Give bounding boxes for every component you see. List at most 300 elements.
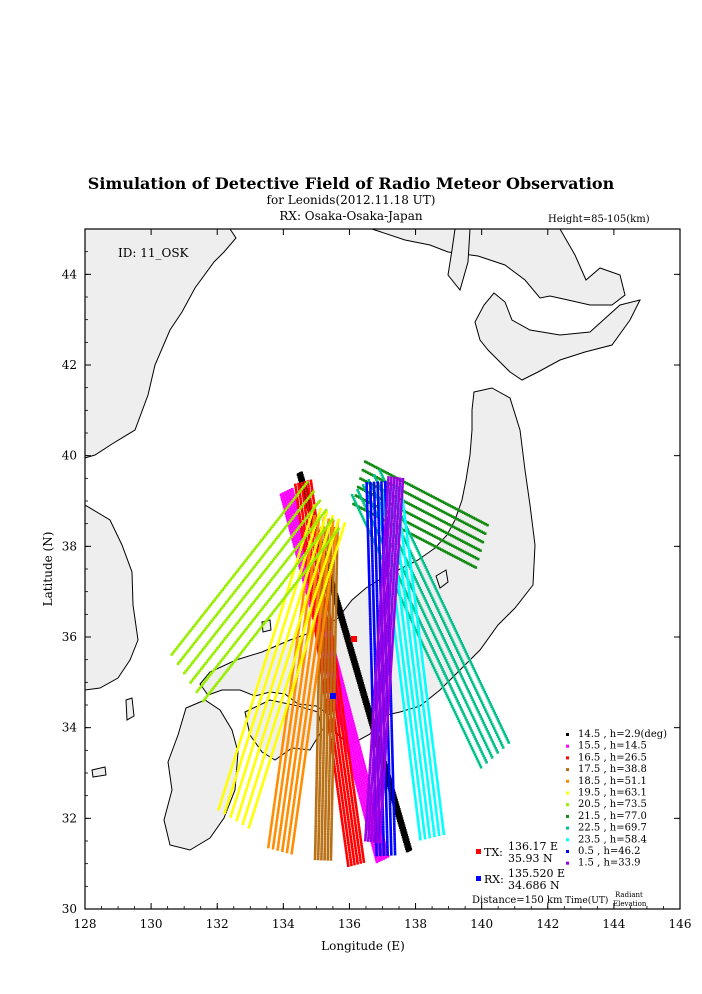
band-point (344, 840, 347, 843)
band-point (314, 825, 317, 828)
band-point (345, 783, 348, 786)
band-point (312, 696, 315, 699)
band-point (294, 680, 297, 683)
band-point (364, 786, 367, 789)
band-point (352, 804, 355, 807)
band-point (275, 822, 278, 825)
band-point (291, 811, 294, 814)
band-point (288, 800, 291, 803)
band-point (301, 474, 304, 477)
band-point (317, 850, 320, 853)
band-point (280, 788, 283, 791)
band-point (250, 704, 253, 707)
band-point (299, 718, 302, 721)
band-point (289, 510, 292, 513)
band-point (301, 706, 304, 709)
band-point (280, 700, 283, 703)
band-point (317, 662, 320, 665)
band-point (277, 777, 280, 780)
band-point (285, 686, 288, 689)
band-point (265, 679, 268, 682)
band-point (330, 815, 333, 818)
band-point (255, 712, 258, 715)
band-point (256, 685, 259, 688)
band-point (339, 687, 342, 690)
band-point (267, 719, 270, 722)
band-point (375, 858, 378, 861)
band-point (321, 658, 324, 661)
band-point (338, 733, 341, 736)
band-point (299, 759, 302, 762)
band-point (308, 543, 311, 546)
band-point (288, 516, 291, 519)
band-point (311, 568, 314, 571)
band-point (305, 599, 308, 602)
band-point (314, 840, 317, 843)
band-point (318, 800, 321, 803)
band-point (359, 757, 362, 760)
band-point (332, 752, 335, 755)
band-point (346, 765, 349, 768)
band-point (322, 625, 325, 628)
band-point (305, 679, 308, 682)
band-point (357, 752, 360, 755)
band-point (356, 857, 359, 860)
band-point (289, 790, 292, 793)
band-point (309, 516, 312, 519)
band-point (401, 820, 404, 823)
band-point (299, 548, 302, 551)
band-point (319, 749, 322, 752)
band-point (320, 574, 323, 577)
band-point (318, 603, 321, 606)
band-point (299, 754, 302, 757)
band-point (269, 831, 272, 834)
band-point (290, 576, 293, 579)
band-point (327, 651, 330, 654)
band-point (304, 753, 307, 756)
band-point (280, 677, 283, 680)
band-point (317, 559, 320, 562)
band-point (351, 779, 354, 782)
band-point (293, 727, 296, 730)
band-point (347, 839, 350, 842)
band-point (323, 716, 326, 719)
band-point (286, 781, 289, 784)
band-point (356, 663, 359, 666)
band-point (298, 644, 301, 647)
band-point (340, 815, 343, 818)
band-point (289, 508, 292, 511)
band-point (267, 650, 270, 653)
band-point (344, 775, 347, 778)
band-point (327, 573, 330, 576)
band-point (290, 714, 293, 717)
band-point (344, 724, 347, 727)
band-point (305, 746, 308, 749)
band-point (337, 747, 340, 750)
band-point (355, 772, 358, 775)
band-point (287, 807, 290, 810)
band-point (293, 527, 296, 530)
band-point (284, 796, 287, 799)
band-point (339, 782, 342, 785)
band-point (404, 829, 407, 832)
band-point (291, 678, 294, 681)
band-point (360, 764, 363, 767)
band-point (326, 721, 329, 724)
band-point (407, 841, 410, 844)
band-point (308, 554, 311, 557)
band-point (358, 849, 361, 852)
band-point (331, 621, 334, 624)
band-point (288, 652, 291, 655)
band-point (288, 630, 291, 633)
band-point (264, 684, 267, 687)
band-point (328, 795, 331, 798)
band-point (301, 778, 304, 781)
band-point (335, 732, 338, 735)
band-point (277, 846, 280, 849)
band-point (361, 756, 364, 759)
band-point (284, 710, 287, 713)
band-point (312, 665, 315, 668)
band-point (327, 838, 330, 841)
band-point (330, 532, 333, 535)
band-point (405, 834, 408, 837)
band-point (357, 781, 360, 784)
band-point (277, 711, 280, 714)
band-point (267, 675, 270, 678)
band-point (314, 646, 317, 649)
band-point (300, 711, 303, 714)
band-point (268, 836, 271, 839)
band-point (312, 622, 315, 625)
band-point (300, 783, 303, 786)
band-point (313, 584, 316, 587)
band-point (342, 758, 345, 761)
band-point (378, 859, 381, 862)
band-point (277, 843, 280, 846)
band-point (342, 756, 345, 759)
band-point (305, 494, 308, 497)
band-point (285, 512, 288, 515)
band-point (352, 855, 355, 858)
band-point (273, 840, 276, 843)
band-point (282, 806, 285, 809)
band-point (332, 598, 335, 601)
band-point (267, 673, 270, 676)
band-point (364, 797, 367, 800)
band-point (364, 805, 367, 808)
band-point (302, 599, 305, 602)
band-point (331, 530, 334, 533)
band-point (262, 713, 265, 716)
band-point (316, 729, 319, 732)
band-point (322, 592, 325, 595)
band-point (325, 759, 328, 762)
band-point (327, 593, 330, 596)
band-point (296, 705, 299, 708)
band-point (274, 652, 277, 655)
band-point (337, 677, 340, 680)
band-point (365, 770, 368, 773)
band-point (317, 595, 320, 598)
band-point (291, 525, 294, 528)
band-point (290, 785, 293, 788)
band-point (284, 827, 287, 830)
band-point (327, 668, 330, 671)
band-point (349, 761, 352, 764)
band-point (306, 527, 309, 530)
band-point (283, 693, 286, 696)
band-point (337, 675, 340, 678)
band-point (334, 659, 337, 662)
band-point (286, 817, 289, 820)
band-point (311, 701, 314, 704)
band-point (291, 643, 294, 646)
band-point (275, 825, 278, 828)
band-point (351, 726, 354, 729)
band-point (292, 662, 295, 665)
band-point (267, 846, 270, 849)
band-point (316, 672, 319, 675)
band-point (315, 782, 318, 785)
band-point (335, 588, 338, 591)
band-point (296, 741, 299, 744)
band-point (346, 744, 349, 747)
band-point (274, 794, 277, 797)
band-point (299, 595, 302, 598)
band-point (300, 500, 303, 503)
band-point (260, 674, 263, 677)
band-point (328, 762, 331, 765)
band-point (260, 671, 263, 674)
band-point (328, 623, 331, 626)
band-point (320, 855, 323, 858)
band-point (409, 845, 412, 848)
band-point (329, 557, 332, 560)
band-point (324, 800, 327, 803)
band-point (332, 585, 335, 588)
band-point (295, 717, 298, 720)
band-point (339, 764, 342, 767)
band-point (313, 658, 316, 661)
band-point (326, 742, 329, 745)
band-point (331, 646, 334, 649)
band-point (286, 851, 289, 854)
band-point (327, 691, 330, 694)
band-point (325, 607, 328, 610)
band-point (271, 639, 274, 642)
band-point (290, 647, 293, 650)
band-point (282, 842, 285, 845)
band-point (275, 671, 278, 674)
band-point (339, 738, 342, 741)
band-point (285, 789, 288, 792)
band-point (324, 651, 327, 654)
band-point (292, 493, 295, 496)
band-point (363, 813, 366, 816)
band-point (301, 773, 304, 776)
band-point (272, 814, 275, 817)
band-point (359, 672, 362, 675)
band-point (303, 694, 306, 697)
band-point (317, 708, 320, 711)
band-point (343, 789, 346, 792)
band-point (302, 663, 305, 666)
band-point (327, 848, 330, 851)
band-point (280, 631, 283, 634)
band-point (310, 604, 313, 607)
band-point (290, 823, 293, 826)
band-point (359, 770, 362, 773)
band-point (272, 809, 275, 812)
band-point (363, 784, 366, 787)
band-point (309, 518, 312, 521)
band-point (282, 717, 285, 720)
band-point (281, 651, 284, 654)
band-point (333, 679, 336, 682)
band-point (359, 836, 362, 839)
band-point (297, 624, 300, 627)
band-point (343, 719, 346, 722)
band-point (339, 715, 342, 718)
band-point (295, 629, 298, 632)
band-point (311, 624, 314, 627)
band-point (276, 779, 279, 782)
band-point (348, 823, 351, 826)
band-point (301, 601, 304, 604)
band-point (320, 699, 323, 702)
band-point (347, 712, 350, 715)
band-point (327, 663, 330, 666)
band-point (318, 513, 321, 516)
band-point (298, 690, 301, 693)
band-point (310, 573, 313, 576)
band-point (323, 694, 326, 697)
band-point (292, 737, 295, 740)
band-point (349, 740, 352, 743)
band-point (277, 810, 280, 813)
band-point (326, 556, 329, 559)
band-point (306, 738, 309, 741)
band-point (361, 766, 364, 769)
band-point (330, 846, 333, 849)
band-point (278, 838, 281, 841)
band-point (291, 780, 294, 783)
band-point (326, 564, 329, 567)
band-point (280, 821, 283, 824)
band-point (362, 858, 365, 861)
band-point (284, 794, 287, 797)
band-point (326, 597, 329, 600)
band-point (323, 617, 326, 620)
band-point (315, 676, 318, 679)
band-point (341, 730, 344, 733)
band-point (312, 578, 315, 581)
band-point (294, 794, 297, 797)
band-point (321, 830, 324, 833)
band-point (291, 709, 294, 712)
band-point (305, 621, 308, 624)
band-point (324, 658, 327, 661)
band-point (355, 761, 358, 764)
band-point (345, 732, 348, 735)
band-point (344, 689, 347, 692)
band-point (302, 561, 305, 564)
band-point (330, 666, 333, 669)
band-point (292, 839, 295, 842)
band-point (292, 699, 295, 702)
band-point (398, 808, 401, 811)
band-point (328, 631, 331, 634)
band-point (314, 615, 317, 618)
band-point (278, 764, 281, 767)
band-point (321, 651, 324, 654)
band-point (341, 705, 344, 708)
band-point (316, 633, 319, 636)
band-point (316, 610, 319, 613)
band-point (318, 822, 321, 825)
band-point (322, 777, 325, 780)
band-point (331, 638, 334, 641)
band-point (341, 822, 344, 825)
band-point (327, 818, 330, 821)
band-point (282, 503, 285, 506)
band-point (355, 732, 358, 735)
band-point (352, 720, 355, 723)
band-point (321, 560, 324, 563)
band-point (291, 538, 294, 541)
band-point (258, 700, 261, 703)
band-point (307, 697, 310, 700)
band-point (320, 840, 323, 843)
band-point (295, 751, 298, 754)
band-point (357, 760, 360, 763)
band-point (340, 695, 343, 698)
band-point (274, 827, 277, 830)
band-point (300, 716, 303, 719)
band-point (322, 749, 325, 752)
band-point (298, 693, 301, 696)
band-point (311, 580, 314, 583)
band-point (323, 737, 326, 740)
band-point (323, 622, 326, 625)
band-point (337, 772, 340, 775)
band-point (333, 681, 336, 684)
band-point (341, 774, 344, 777)
band-point (307, 523, 310, 526)
band-point (319, 644, 322, 647)
band-point (281, 783, 284, 786)
band-point (350, 792, 353, 795)
band-point (320, 719, 323, 722)
band-point (338, 777, 341, 780)
band-point (363, 860, 366, 863)
band-point (376, 861, 379, 864)
band-point (325, 754, 328, 757)
band-point (324, 646, 327, 649)
band-point (321, 678, 324, 681)
band-point (287, 769, 290, 772)
band-point (291, 675, 294, 678)
band-point (406, 836, 409, 839)
band-point (321, 632, 324, 635)
band-point (338, 705, 341, 708)
band-point (361, 679, 364, 682)
band-point (297, 698, 300, 701)
